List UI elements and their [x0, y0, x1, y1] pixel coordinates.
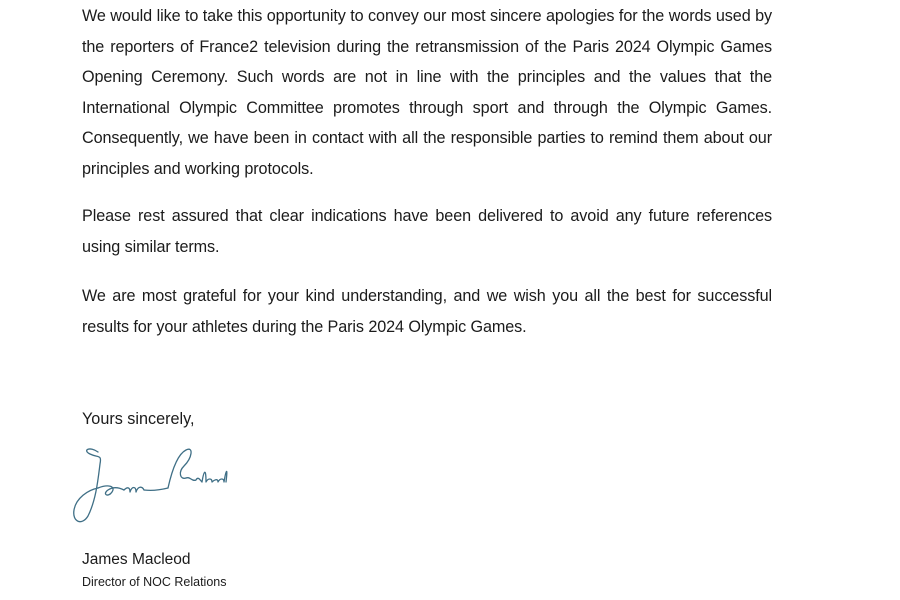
paragraph-assurance: Please rest assured that clear indications have been delivered to avoid any future references using similar terms. — [82, 207, 772, 256]
handwritten-signature — [68, 440, 238, 532]
signer-title: Director of NOC Relations — [82, 575, 227, 589]
closing-salutation: Yours sincerely, — [82, 410, 195, 428]
paragraph-apology: We would like to take this opportunity to convey our most sincere apologies for the words used by the reporters of France2 television during the retransmission of the Paris 2024 Olympic Games Opening Ceremony. Such words are not in line with the principles and the values that the International Olympic Committee promotes through sport and through the Olympic Games. Consequently, we have been in contact with all the responsible parties to remind them about our principles and working protocols. — [82, 7, 772, 178]
letter-body — [82, 0, 772, 600]
paragraph-gratitude: We are most grateful for your kind understanding, and we wish you all the best for successful results for your athletes during the Paris 2024 Olympic Games. — [82, 287, 772, 336]
signer-name: James Macleod — [82, 551, 191, 568]
